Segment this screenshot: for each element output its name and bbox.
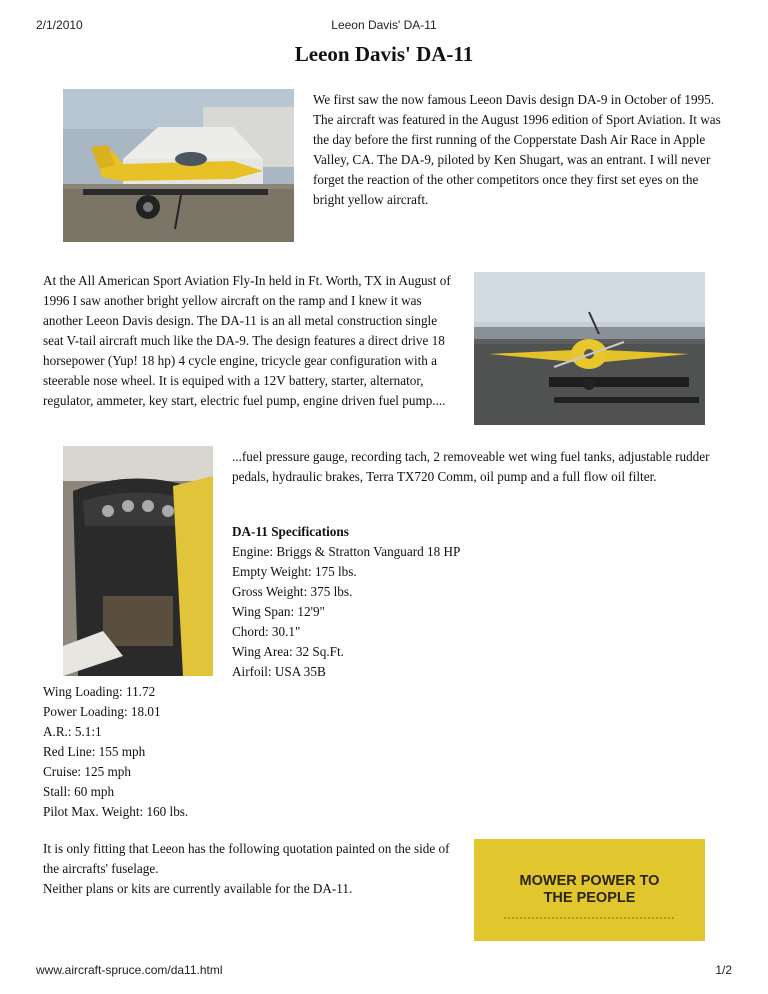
- spec-wing-span: Wing Span: 12'9": [232, 604, 325, 619]
- specs-lower-block: [43, 682, 343, 822]
- closing-line-2: Neither plans or kits are currently available for the DA-11.: [43, 881, 353, 896]
- spec-stall: Stall: 60 mph: [43, 784, 115, 799]
- specs-title: DA-11 Specifications: [232, 524, 349, 539]
- spec-chord: Chord: 30.1": [232, 624, 301, 639]
- intro-paragraph: We first saw the now famous Leeon Davis design DA-9 in October of 1995. The aircraft was featured in the August 1996 edition of Sport Aviation. It was the day before the first running of the Copperstate Dash Air Race in Apple Valley, CA. The DA-9, piloted by Ken Shugart, was an entrant. I will never forget the reaction of the other competitors once they first set eyes on the bright yellow aircraft.: [313, 92, 721, 207]
- flyin-paragraph: At the All American Sport Aviation Fly-In held in Ft. Worth, TX in August of 1996 I saw another bright yellow aircraft on the ramp and I knew it was another Leeon Davis design. The DA-11 is an all metal construction single seat V-tail aircraft much like the DA-9. The design features a direct drive 18 horsepower (Yup! 18 hp) 4 cycle engine, tricycle gear configuration with a steerable nose wheel. It is equiped with a 12V battery, starter, alternator, regulator, ammeter, key start, electric fuel pump, engine driven fuel pump....: [43, 273, 451, 408]
- spec-gross-weight: Gross Weight: 375 lbs.: [232, 584, 353, 599]
- photo-da11-front: [474, 272, 705, 425]
- slogan-line-2: THE PEOPLE: [543, 890, 636, 906]
- footer-page-number: 1/2: [715, 963, 732, 977]
- spec-wing-loading: Wing Loading: 11.72: [43, 684, 156, 699]
- spec-pilot-max-weight: Pilot Max. Weight: 160 lbs.: [43, 804, 189, 819]
- slogan-line-1: MOWER POWER TO: [519, 873, 660, 889]
- footer-url[interactable]: www.aircraft-spruce.com/da11.html: [36, 963, 223, 977]
- spec-red-line: Red Line: 155 mph: [43, 744, 146, 759]
- spec-engine: Engine: Briggs & Stratton Vanguard 18 HP: [232, 544, 461, 559]
- spec-power-loading: Power Loading: 18.01: [43, 704, 161, 719]
- header-doc-title: Leeon Davis' DA-11: [331, 18, 437, 32]
- spec-aspect-ratio: A.R.: 5.1:1: [43, 724, 102, 739]
- photo-slogan: [474, 839, 705, 941]
- spec-empty-weight: Empty Weight: 175 lbs.: [232, 564, 357, 579]
- closing-paragraph: [43, 839, 463, 899]
- spec-wing-area: Wing Area: 32 Sq.Ft.: [232, 644, 344, 659]
- page-title: Leeon Davis' DA-11: [294, 42, 474, 66]
- photo-da9-trailer: [63, 89, 294, 242]
- closing-line-1: It is only fitting that Leeon has the following quotation painted on the side of the aircrafts' fuselage.: [43, 841, 450, 876]
- specs-upper-block: [232, 522, 732, 682]
- spec-cruise: Cruise: 125 mph: [43, 764, 131, 779]
- spec-airfoil: Airfoil: USA 35B: [232, 664, 326, 679]
- header-date: 2/1/2010: [36, 18, 83, 32]
- equipment-paragraph: ...fuel pressure gauge, recording tach, 2 removeable wet wing fuel tanks, adjustable rudder pedals, hydraulic brakes, Terra TX720 Comm, oil pump and a full flow oil filter.: [232, 449, 710, 484]
- photo-da11-cockpit: [63, 446, 213, 676]
